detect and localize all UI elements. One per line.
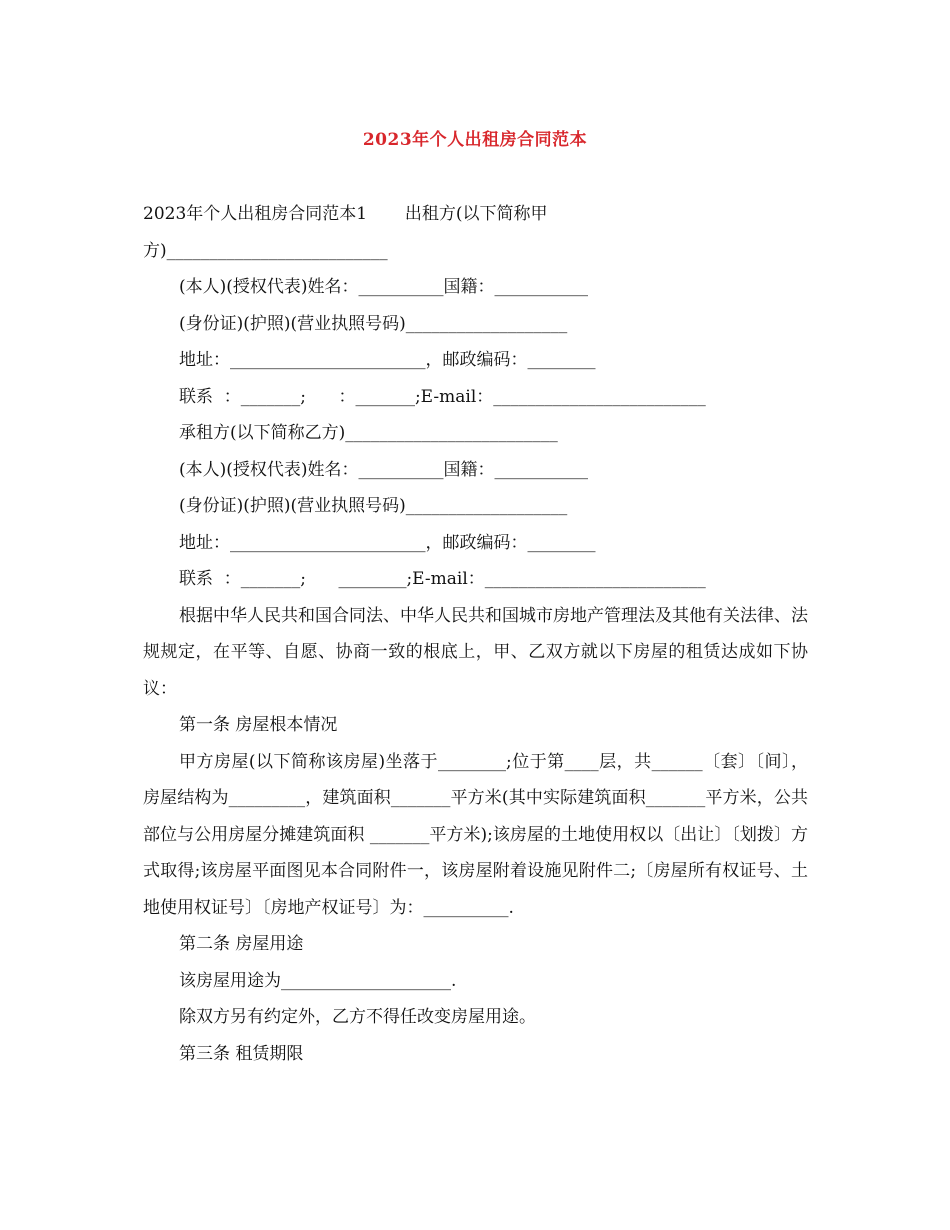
article-2-usage-line: 该房屋用途为____________________.: [179, 970, 457, 991]
lessee-id-line: (身份证)(护照)(营业执照号码)___________________: [179, 496, 568, 516]
article-1-body: 甲方房屋(以下简称该房屋)坐落于________;位于第____层，共______〔套〕〔间〕，房屋结构为_________，建筑面积_______平方米(其中实际建筑面积_______平方米，公共部位与公用房屋分摊建筑面积 _______平方米);该房屋的土地使用权以〔出让〕〔划拨〕方式取得;该房屋平面图见本合同附件一，该房屋附着设施见附件二;〔房屋所有权证号、土地使用权证号〕〔房地产权证号〕为：__________.: [143, 751, 808, 918]
body-line: 方)__________________________: [143, 240, 388, 261]
lessor-name-line: (本人)(授权代表)姓名：__________国籍：___________: [179, 277, 589, 297]
document-body: [143, 196, 808, 1072]
lessee-address-line: 地址：_______________________，邮政编码：________: [179, 532, 596, 553]
lessee-name-line: (本人)(授权代表)姓名：__________国籍：___________: [179, 459, 589, 480]
article-2-heading: 第二条 房屋用途: [179, 934, 304, 954]
article-3-heading: 第三条 租赁期限: [179, 1043, 304, 1064]
lessor-address-line: 地址：_______________________，邮政编码：________: [179, 350, 596, 370]
document-title: 2023年个人出租房合同范本: [362, 130, 588, 150]
lessee-contact-line: 联系 ：_______; ________;E-mail：__________________________: [179, 569, 706, 589]
article-2-restriction-line: 除双方另有约定外，乙方不得任改变房屋用途。: [179, 1007, 536, 1027]
article-1-heading: 第一条 房屋根本情况: [179, 715, 338, 735]
lessor-contact-line: 联系 ：_______; ：_______;E-mail：_________________________: [179, 386, 706, 407]
lessor-id-line: (身份证)(护照)(营业执照号码)___________________: [179, 313, 568, 334]
legal-basis-paragraph: 根据中华人民共和国合同法、中华人民共和国城市房地产管理法及其他有关法律、法规规定，在平等、自愿、协商一致的根底上，甲、乙双方就以下房屋的租赁达成如下协议：: [143, 605, 808, 699]
lessee-heading-line: 承租方(以下简称乙方)_________________________: [179, 423, 558, 443]
body-line: 2023年个人出租房合同范本1 出租方(以下简称甲: [143, 204, 548, 224]
